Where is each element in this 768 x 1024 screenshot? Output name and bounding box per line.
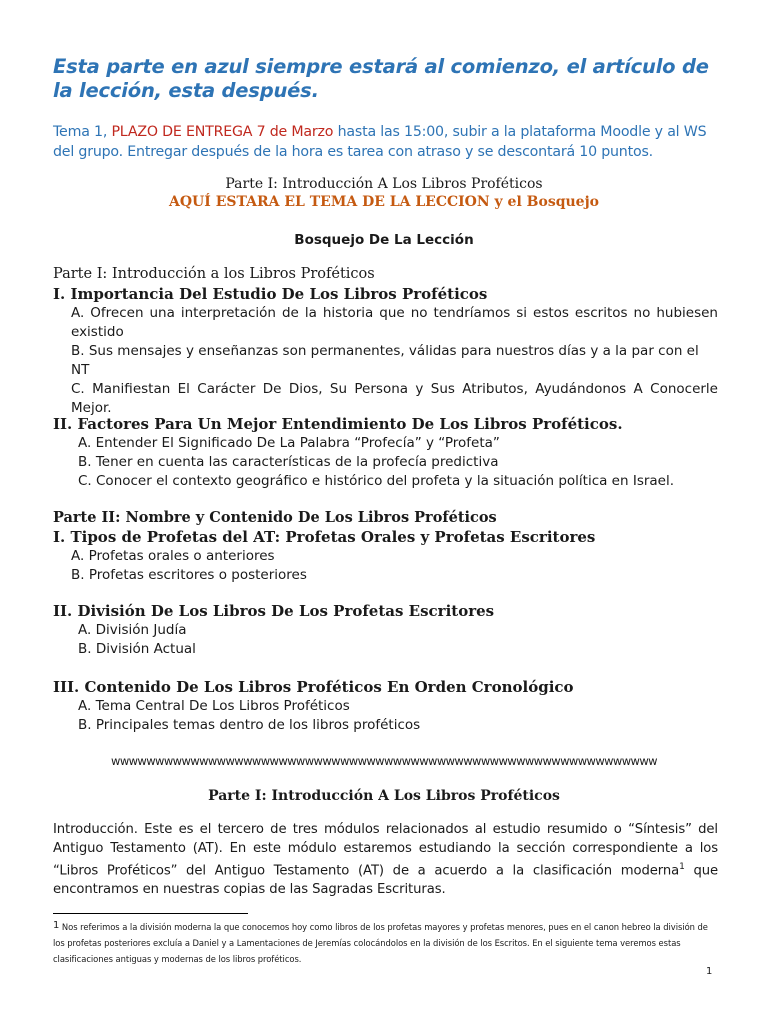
blue-notice-heading: Esta parte en azul siempre estará al comienzo, el artículo de la lección, esta después. [53, 55, 709, 102]
page-number: 1 [706, 966, 713, 977]
footnote-text: Nos referimos a la división moderna la que conocemos hoy como libros de los profetas mayores y profetas menores, pues en el canon hebreo la división de los profetas posteriores excluía a Daniel y a Lamentaciones de Jeremías colocándolos en la división de los Escritos. En el siguiente tema veremos estas clasificaciones antiguas y modernas de los libros proféticos. [53, 922, 708, 964]
footnote-marker: 1 [53, 920, 60, 931]
outline-block-5 [53, 677, 718, 735]
plazo-entrega: PLAZO DE ENTREGA 7 de Marzo [111, 124, 334, 140]
footnote-divider [53, 913, 248, 914]
outline-item: A. Profetas orales o anteriores [71, 548, 275, 564]
footnote [53, 918, 718, 967]
outline-item: B. División Actual [78, 641, 196, 657]
outline-part-1-title: Parte I: Introducción a los Libros Proféticos [53, 266, 375, 282]
outline-item: B. Sus mensajes y enseñanzas son permanentes, válidas para nuestros días y a la par con el NT [71, 343, 699, 378]
outline-item: C. Manifiestan El Carácter De Dios, Su Persona y Sus Atributos, Ayudándonos A Conocerle Mejor. [71, 381, 718, 416]
outline-item: B. Profetas escritores o posteriores [71, 567, 307, 583]
tema-prefix: Tema 1, [53, 124, 112, 140]
intro-text-before: Introducción. Este es el tercero de tres módulos relacionados al estudio resumido o “Síntesis” del Antiguo Testamento (AT). En este módulo estaremos estudiando la sección correspondiente a los “Libros Proféticos” del Antiguo Testamento (AT) de a acuerdo a la clasificación moderna [53, 822, 718, 879]
outline-section-4-title: II. División De Los Libros De Los Profetas Escritores [53, 602, 495, 620]
orange-lesson-note: AQUÍ ESTARA EL TEMA DE LA LECCION y el Bosquejo [169, 194, 599, 210]
outline-item: A. División Judía [78, 622, 187, 638]
outline-item: A. Tema Central De Los Libros Proféticos [78, 698, 350, 714]
outline-item: A. Entender El Significado De La Palabra “Profecía” y “Profeta” [78, 435, 500, 451]
outline-part-2-title: Parte II: Nombre y Contenido De Los Libros Proféticos [53, 509, 497, 526]
outline-block-4 [53, 601, 718, 659]
intro-text-after: que encontramos en nuestras copias de las Sagradas Escrituras. [53, 863, 719, 898]
outline-section-1-title: I. Importancia Del Estudio De Los Libros Proféticos [53, 285, 488, 303]
outline-block-3 [53, 508, 718, 585]
separator-line: wwwwwwwwwwwwwwwwwwwwwwwwwwwwwwwwwwwwwwwwwwwwwwwwwwwwwwwwwwwwww [111, 754, 657, 768]
outline-section-5-title: III. Contenido De Los Libros Proféticos En Orden Cronológico [53, 678, 574, 696]
introduction-paragraph [53, 820, 718, 899]
lesson-part-title: Parte I: Introducción A Los Libros Proféticos [225, 176, 543, 192]
outline-item: B. Tener en cuenta las características de la profecía predictiva [78, 454, 499, 470]
footnote-reference[interactable]: 1 [679, 862, 685, 872]
tema-suffix: hasta las 15:00, subir a la plataforma Moodle y al WS del grupo. Entregar después de la hora es tarea con atraso y se descontará 10 puntos. [53, 124, 707, 160]
outline-block-1 [53, 265, 718, 418]
outline-item: A. Ofrecen una interpretación de la historia que no tendríamos si estos escritos no hubiesen existido [71, 305, 718, 340]
outline-section-2-title: II. Factores Para Un Mejor Entendimiento De Los Libros Proféticos. [53, 415, 623, 433]
outline-section-3-title: I. Tipos de Profetas del AT: Profetas Orales y Profetas Escritores [53, 528, 596, 546]
bosquejo-title: Bosquejo De La Lección [294, 232, 474, 248]
outline-item: B. Principales temas dentro de los libros proféticos [78, 717, 421, 733]
outline-block-2 [53, 414, 718, 491]
body-part-title: Parte I: Introducción A Los Libros Proféticos [208, 788, 560, 804]
outline-item: C. Conocer el contexto geográfico e histórico del profeta y la situación política en Israel. [78, 473, 675, 489]
tema-deadline-notice [53, 122, 718, 162]
